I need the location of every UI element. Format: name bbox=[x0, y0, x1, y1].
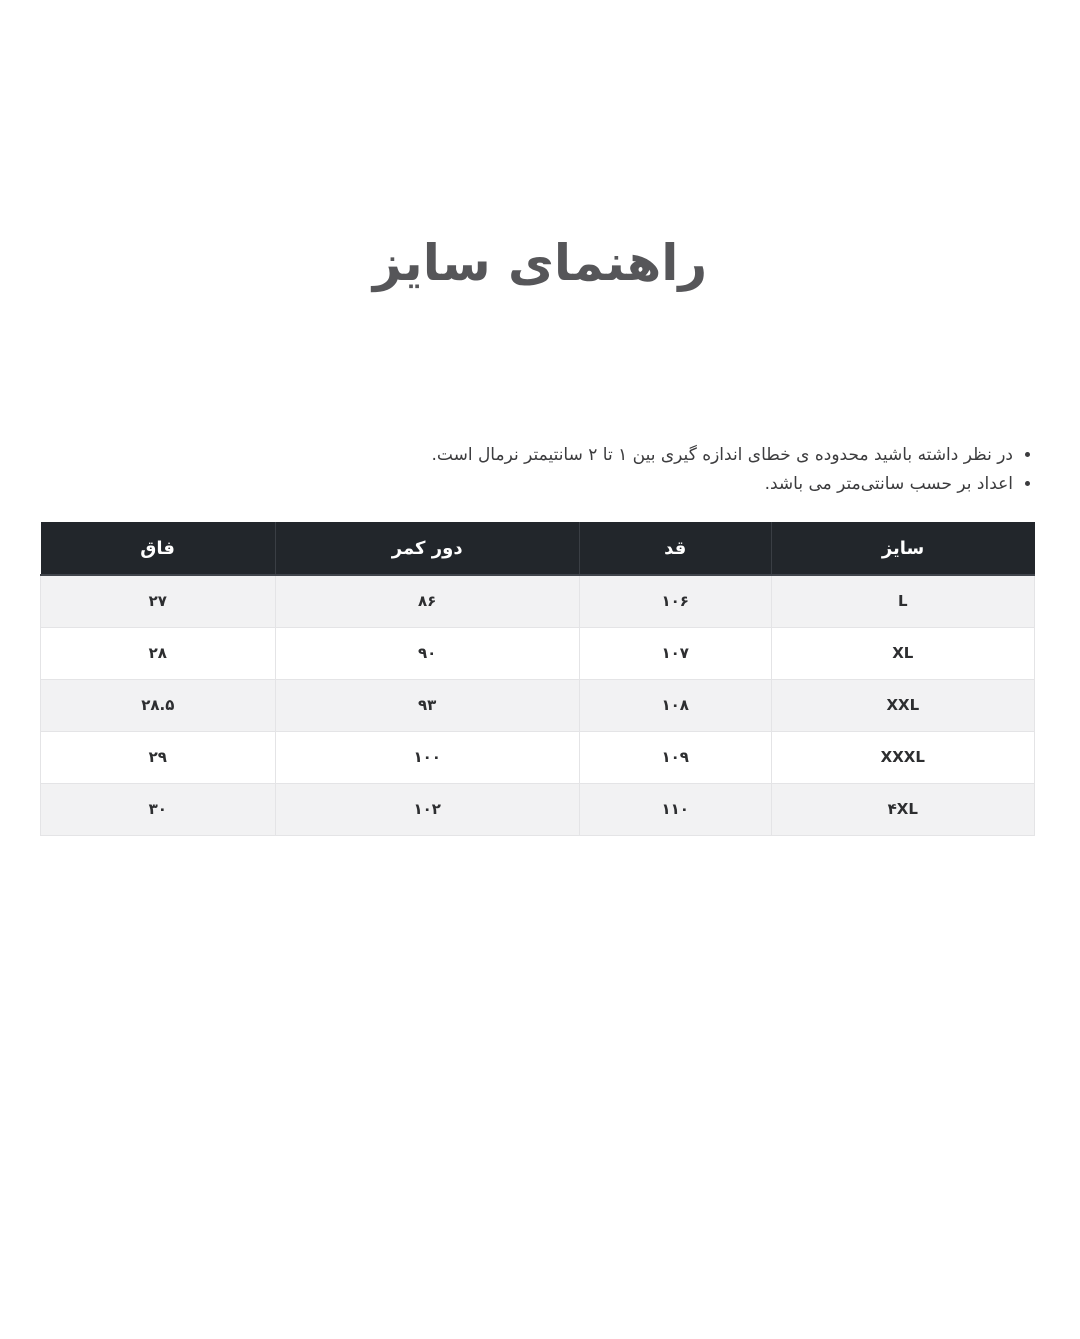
size-table-header bbox=[41, 522, 1035, 575]
cell-rise: ۲۹ bbox=[41, 731, 276, 783]
cell-size: XXL bbox=[771, 679, 1034, 731]
size-table-container bbox=[40, 522, 1035, 836]
cell-size: XL bbox=[771, 627, 1034, 679]
column-header-size: سایز bbox=[771, 522, 1034, 575]
cell-size: ۴XL bbox=[771, 783, 1034, 835]
table-row bbox=[41, 679, 1035, 731]
table-row bbox=[41, 627, 1035, 679]
cell-waist: ۸۶ bbox=[275, 575, 579, 627]
cell-waist: ۹۳ bbox=[275, 679, 579, 731]
cell-rise: ۲۷ bbox=[41, 575, 276, 627]
table-row bbox=[41, 575, 1035, 627]
note-measurement-error: • در نظر داشته باشید محدوده ی خطای اندازه گیری بین ۱ تا ۲ سانتیمتر نرمال است. bbox=[40, 441, 1013, 470]
table-row bbox=[41, 783, 1035, 835]
cell-height: ۱۰۹ bbox=[579, 731, 771, 783]
cell-rise: ۲۸ bbox=[41, 627, 276, 679]
cell-waist: ۹۰ bbox=[275, 627, 579, 679]
cell-height: ۱۰۶ bbox=[579, 575, 771, 627]
note-unit-centimeter: • اعداد بر حسب سانتی‌متر می باشد. bbox=[40, 470, 1013, 499]
column-header-rise: فاق bbox=[41, 522, 276, 575]
size-table-body bbox=[41, 575, 1035, 835]
cell-size: L bbox=[771, 575, 1034, 627]
page-title: راهنمای سایز bbox=[372, 234, 708, 292]
cell-waist: ۱۰۲ bbox=[275, 783, 579, 835]
notes-section bbox=[40, 441, 1035, 499]
notes-list bbox=[40, 441, 1035, 499]
cell-height: ۱۰۷ bbox=[579, 627, 771, 679]
cell-height: ۱۰۸ bbox=[579, 679, 771, 731]
size-table bbox=[40, 522, 1035, 836]
cell-height: ۱۱۰ bbox=[579, 783, 771, 835]
table-row bbox=[41, 731, 1035, 783]
cell-rise: ۲۸.۵ bbox=[41, 679, 276, 731]
column-header-height: قد bbox=[579, 522, 771, 575]
cell-waist: ۱۰۰ bbox=[275, 731, 579, 783]
column-header-waist: دور کمر bbox=[275, 522, 579, 575]
header-row bbox=[41, 522, 1035, 575]
cell-size: XXXL bbox=[771, 731, 1034, 783]
cell-rise: ۳۰ bbox=[41, 783, 276, 835]
